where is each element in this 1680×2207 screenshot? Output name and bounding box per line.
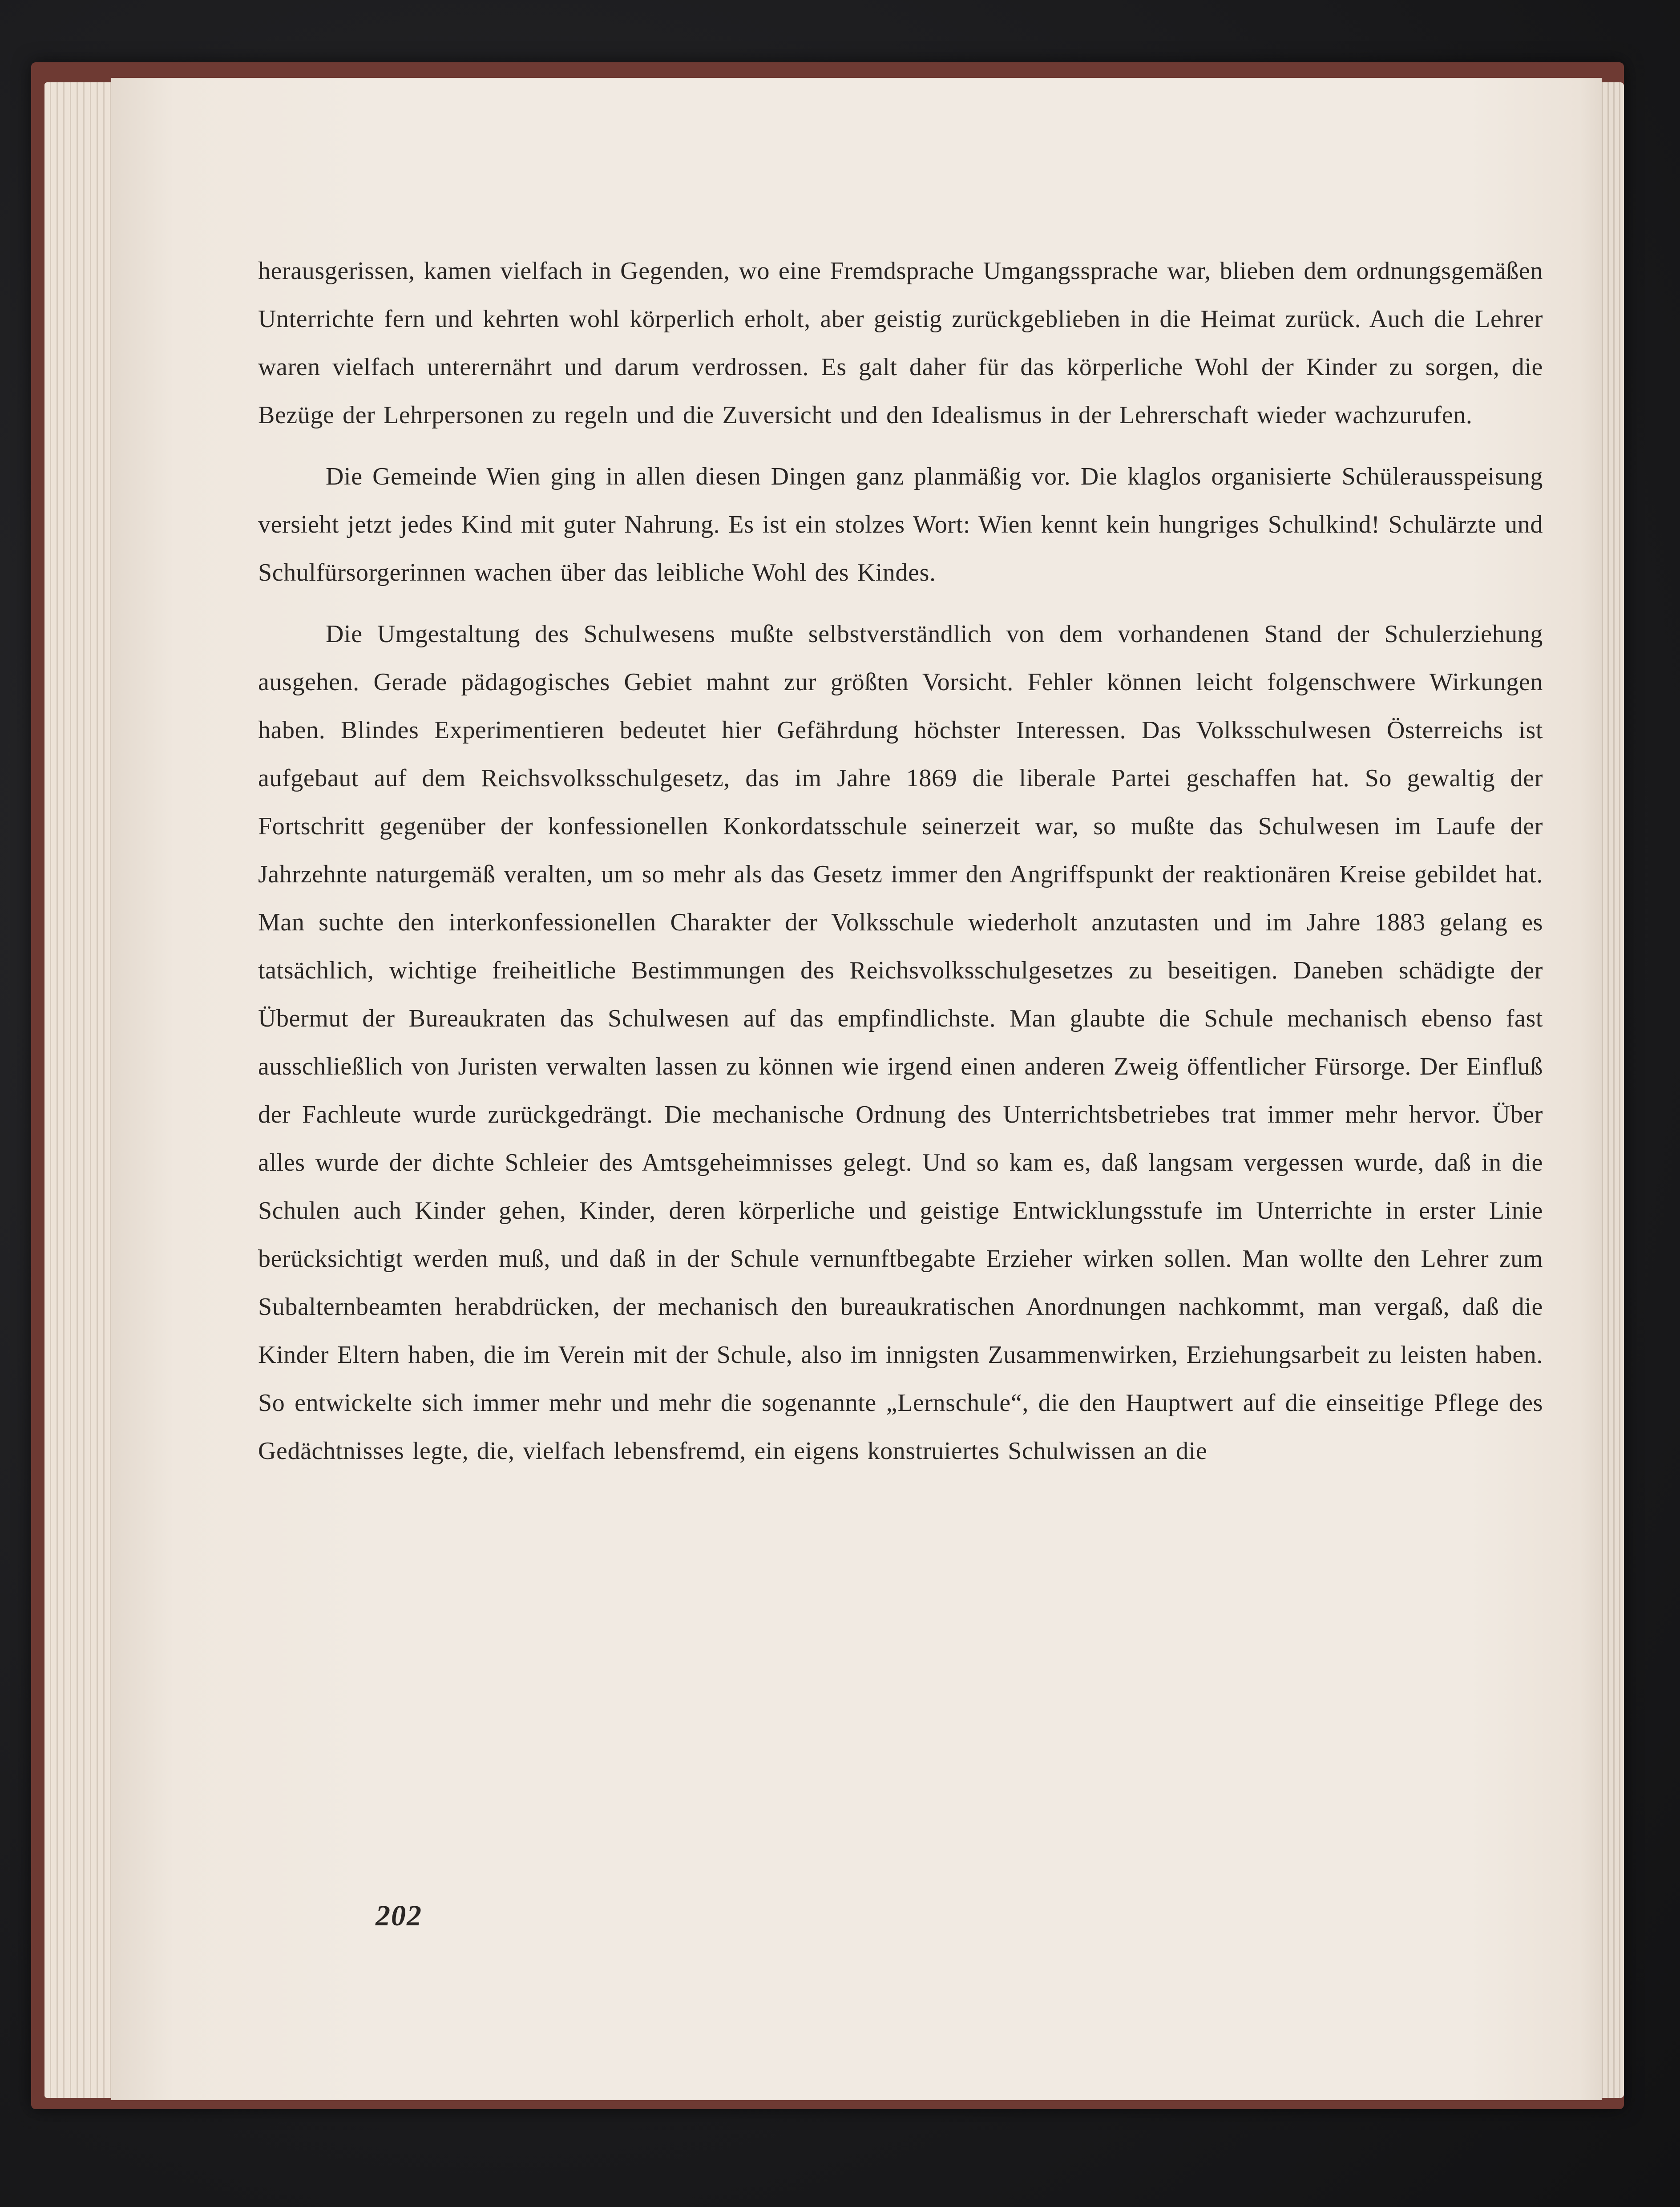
paragraph-1: herausgerissen, kamen vielfach in Gegenden, wo eine Fremdsprache Umgangssprache war, blieben dem ordnungsgemäßen Unterrichte fern und kehrten wohl körperlich erholt, aber geistig zurückgeblieben in die Heimat zurück. Auch die Lehrer waren vielfach unterernährt und darum verdrossen. Es galt daher für das körperliche Wohl der Kinder zu sorgen, die Bezüge der Lehrpersonen zu regeln und die Zuversicht und den Idealismus in der Lehrerschaft wieder wachzurufen.: [258, 257, 1543, 429]
body-text: [258, 247, 1543, 1475]
page-edges-left: [44, 82, 116, 2098]
paragraph-2: Die Gemeinde Wien ging in allen diesen Dingen ganz planmäßig vor. Die klaglos organisierte Schülerausspeisung versieht jetzt jedes Kind mit guter Nahrung. Es ist ein stolzes Wort: Wien kennt kein hungriges Schulkind! Schulärzte und Schulfürsorgerinnen wachen über das leibliche Wohl des Kindes.: [258, 463, 1543, 586]
paragraph-3: Die Umgestaltung des Schulwesens mußte selbstverständlich von dem vorhandenen Stand der Schulerziehung ausgehen. Gerade pädagogisches Gebiet mahnt zur größten Vorsicht. Fehler können leicht folgenschwere Wirkungen haben. Blindes Experimentieren bedeutet hier Gefährdung höchster Interessen. Das Volksschulwesen Österreichs ist aufgebaut auf dem Reichsvolksschulgesetz, das im Jahre 1869 die liberale Partei geschaffen hat. So gewaltig der Fortschritt gegenüber der konfessionellen Konkordatsschule seinerzeit war, so mußte das Schulwesen im Laufe der Jahrzehnte naturgemäß veralten, um so mehr als das Gesetz immer den Angriffspunkt der reaktionären Kreise gebildet hat. Man suchte den interkonfessionellen Charakter der Volksschule wiederholt anzutasten und im Jahre 1883 gelang es tatsächlich, wichtige freiheitliche Bestimmungen des Reichsvolksschulgesetzes zu beseitigen. Daneben schädigte der Übermut der Bureaukraten das Schulwesen auf das empfindlichste. Man glaubte die Schule mechanisch ebenso fast ausschließlich von Juristen verwalten lassen zu können wie irgend einen anderen Zweig öffentlicher Fürsorge. Der Einfluß der Fachleute wurde zurückgedrängt. Die mechanische Ordnung des Unterrichtsbetriebes trat immer mehr hervor. Über alles wurde der dichte Schleier des Amtsgeheimnisses gelegt. Und so kam es, daß langsam vergessen wurde, daß in die Schulen auch Kinder gehen, Kinder, deren körperliche und geistige Entwicklungsstufe im Unterrichte in erster Linie berücksichtigt werden muß, und daß in der Schule vernunftbegabte Erzieher wirken sollen. Man wollte den Lehrer zum Subalternbeamten herabdrücken, der mechanisch den bureaukratischen Anordnungen nachkommt, man vergaß, daß die Kinder Eltern haben, die im Verein mit der Schule, also im innigsten Zusammenwirken, Erziehungsarbeit zu leisten haben. So entwickelte sich immer mehr und mehr die sogenannte „Lernschule“, die den Hauptwert auf die einseitige Pflege des Gedächtnisses legte, die, vielfach lebensfremd, ein eigens konstruiertes Schulwissen an die: [258, 620, 1543, 1465]
page-number: 202: [376, 1900, 422, 1932]
